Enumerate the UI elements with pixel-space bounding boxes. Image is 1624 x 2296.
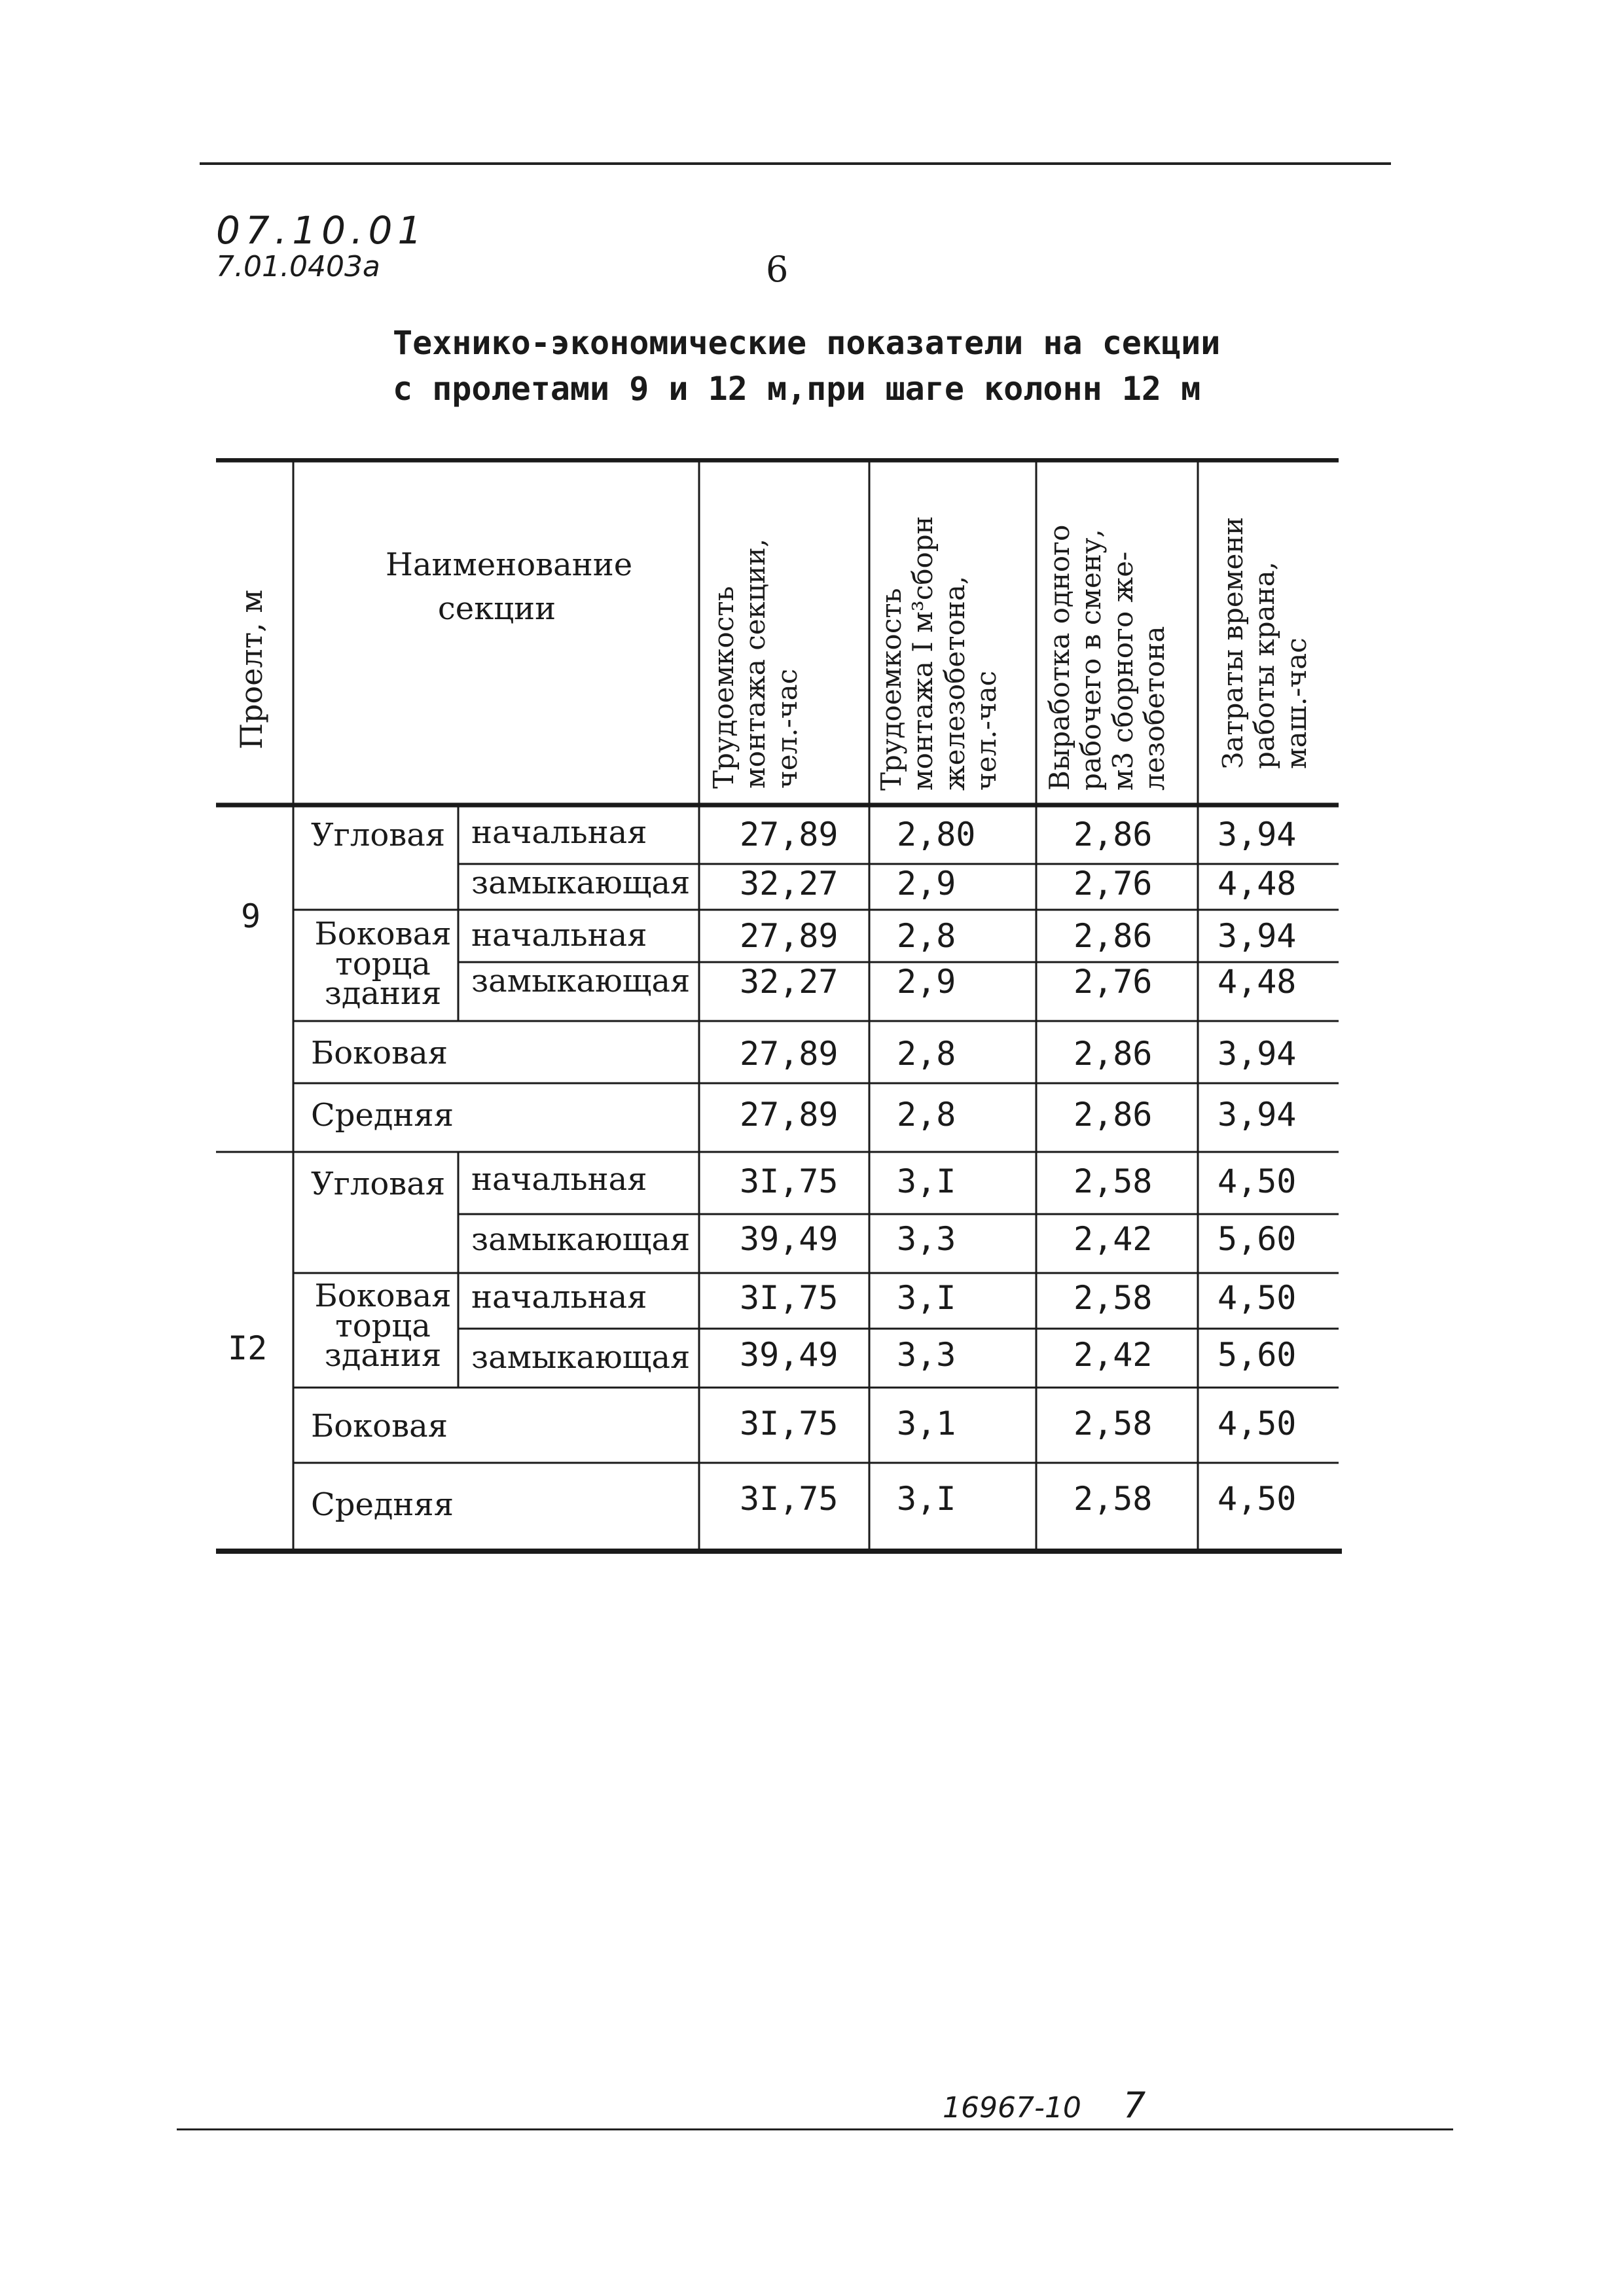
column-header-output [1044,525,1170,791]
page-title-line-1: Технико-экономические показатели на секции [393,324,1221,362]
output-line-2: рабочего в смену, [1075,529,1108,791]
crane-line-1: Затраты времени [1217,516,1249,769]
labor-m3-line-4: чел.-час [969,670,1002,791]
table-cell-labor-section: 3I,75 [740,1162,839,1200]
table-cell-labor-m3: 3,I [897,1162,956,1200]
span-value-12: I2 [228,1329,268,1367]
table-cell-output: 2,58 [1074,1162,1153,1200]
column-header-labor-section [708,539,803,789]
footer-sheet: 7 [1123,2085,1146,2126]
table-row-name: Угловая [311,817,446,853]
table-row-name: Боковая [311,1035,448,1071]
column-header-span: Проелт, м [234,589,269,749]
crane-line-3: маш.-час [1280,637,1312,769]
column-header-name [295,543,699,631]
table-cell-output: 2,76 [1074,963,1153,1001]
table-cell-labor-m3: 3,1 [897,1405,956,1443]
table-cell-crane: 4,50 [1218,1405,1297,1443]
table-cell-crane: 4,48 [1218,963,1297,1001]
table-row-subname: начальная [471,814,647,851]
table-cell-labor-section: 27,89 [740,1035,839,1073]
table-row-subname: замыкающая [471,1339,691,1376]
table-cell-crane: 3,94 [1218,917,1297,955]
column-header-labor-m3 [876,516,1002,791]
table-cell-crane: 4,50 [1218,1480,1297,1518]
table-cell-output: 2,58 [1074,1279,1153,1317]
table-row-subname: начальная [471,1279,647,1316]
table-cell-output: 2,76 [1074,865,1153,903]
table-cell-output: 2,58 [1074,1405,1153,1443]
document-code-bottom: 7.01.0403а [216,250,380,283]
bottom-rule [177,2128,1453,2130]
table-cell-crane: 3,94 [1218,816,1297,853]
table-cell-crane: 4,50 [1218,1279,1297,1317]
table-row-subname: замыкающая [471,865,691,901]
table-cell-labor-section: 39,49 [740,1220,839,1258]
table-cell-output: 2,86 [1074,1096,1153,1134]
table-cell-output: 2,58 [1074,1480,1153,1518]
page-title-line-2: с пролетами 9 и 12 м,при шаге колонн 12 м [393,370,1201,408]
column-header-name-text: Наименование секции [386,547,633,628]
output-line-4: лезобетона [1138,626,1170,791]
output-line-3: м3 сборного же- [1106,551,1139,791]
table-cell-labor-section: 27,89 [740,1096,839,1134]
table-cell-output: 2,42 [1074,1220,1153,1258]
table-cell-crane: 4,48 [1218,865,1297,903]
table-cell-labor-m3: 2,9 [897,963,956,1001]
table-cell-labor-m3: 2,8 [897,1035,956,1073]
column-header-crane [1218,517,1312,769]
labor-m3-line-2: монтажа I м³сборн [907,516,939,791]
table-cell-labor-section: 32,27 [740,865,839,903]
table-cell-labor-section: 39,49 [740,1336,839,1374]
footer-code-text: 16967-10 [943,2091,1081,2125]
table-row-name: Средняя [311,1097,454,1134]
table-cell-labor-section: 3I,75 [740,1405,839,1443]
table-cell-labor-m3: 2,8 [897,1096,956,1134]
table-cell-output: 2,42 [1074,1336,1153,1374]
footer-code [943,2085,1146,2126]
table-cell-labor-section: 27,89 [740,917,839,955]
crane-line-2: работы крана, [1248,561,1281,769]
document-code-top: 07.10.01 [216,208,427,253]
table-cell-labor-m3: 3,I [897,1279,956,1317]
table-cell-labor-m3: 3,I [897,1480,956,1518]
table-row-name: Угловая [311,1166,446,1202]
table-row-subname: замыкающая [471,1221,691,1258]
table-cell-crane: 4,50 [1218,1162,1297,1200]
span-value-9: 9 [241,897,261,935]
table-cell-labor-m3: 2,8 [897,917,956,955]
table-cell-labor-section: 32,27 [740,963,839,1001]
table-row-name: Средняя [311,1486,454,1523]
table-cell-labor-m3: 2,9 [897,865,956,903]
table-row-name [311,916,455,1013]
indicators-table [216,458,1348,1561]
labor-m3-line-3: железобетона, [938,575,971,791]
table-row-subname: начальная [471,1161,647,1198]
table-row-name-text: Боковая торца здания [314,916,452,1013]
table-cell-output: 2,86 [1074,1035,1153,1073]
table-cell-crane: 3,94 [1218,1096,1297,1134]
table-cell-crane: 5,60 [1218,1220,1297,1258]
labor-section-line-1: Трудоемкость [708,586,740,789]
table-cell-crane: 5,60 [1218,1336,1297,1374]
labor-m3-line-1: Трудоемкость [875,588,907,791]
table-cell-labor-section: 3I,75 [740,1480,839,1518]
table-cell-labor-section: 3I,75 [740,1279,839,1317]
table-row-subname: начальная [471,917,647,954]
table-cell-output: 2,86 [1074,816,1153,853]
table-row-name: Боковая [311,1408,448,1444]
table-cell-crane: 3,94 [1218,1035,1297,1073]
table-row-name-text: Боковая торца здания [314,1278,452,1374]
table-cell-labor-m3: 3,3 [897,1220,956,1258]
table-row-subname: замыкающая [471,963,691,999]
table-cell-labor-m3: 3,3 [897,1336,956,1374]
labor-section-line-2: монтажа секции, [739,538,772,789]
top-rule [200,162,1391,165]
output-line-1: Выработка одного [1043,524,1075,791]
labor-section-line-3: чел.-час [770,668,803,789]
table-row-name [311,1278,455,1374]
table-cell-output: 2,86 [1074,917,1153,955]
table-cell-labor-section: 27,89 [740,816,839,853]
page-number: 6 [766,249,789,290]
table-cell-labor-m3: 2,80 [897,816,976,853]
